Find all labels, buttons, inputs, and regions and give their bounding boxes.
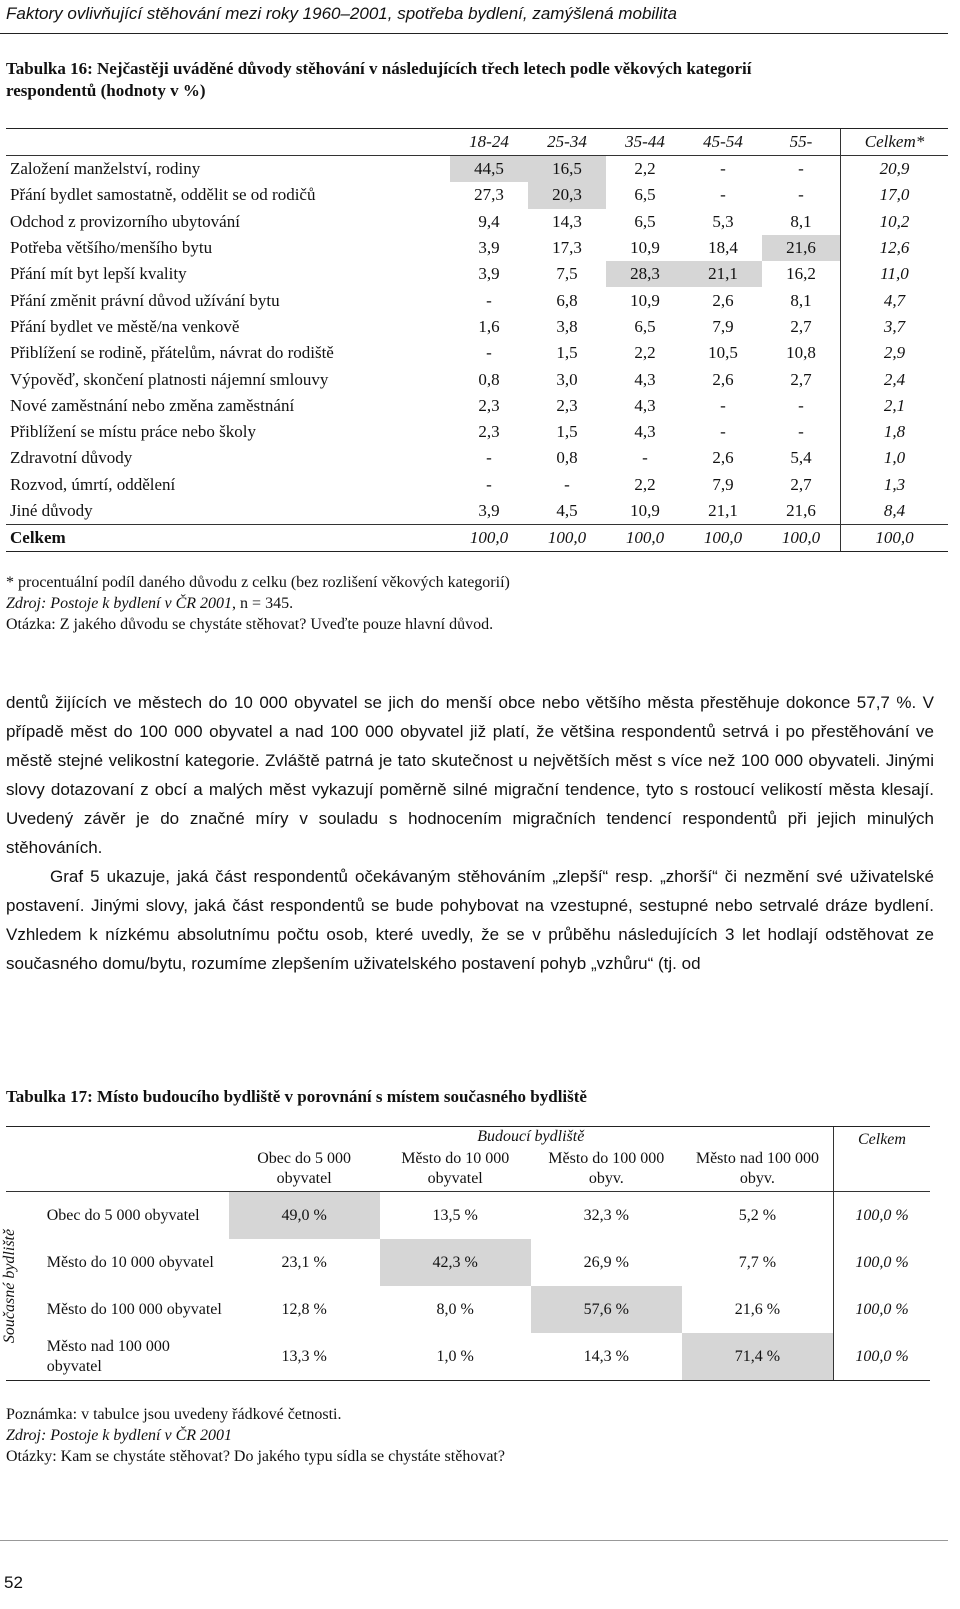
header-rule: [0, 33, 948, 34]
page-number: 52: [4, 1573, 23, 1592]
cell-total: 20,9: [841, 156, 949, 183]
cell-value: 10,8: [786, 343, 816, 363]
cell-value: 2,3: [556, 395, 578, 415]
table-row: [6, 1286, 930, 1333]
table16-header-row: [6, 129, 948, 156]
cell-value: 8,1: [790, 211, 812, 231]
table17: [1, 1126, 930, 1381]
table17-col: Obec do 5 000 obyvatel: [229, 1147, 380, 1192]
table-row: [6, 314, 948, 340]
table-row: [6, 366, 948, 392]
row-label: Přání změnit právní důvod užívání bytu: [10, 290, 280, 310]
row-label: Založení manželství, rodiny: [10, 159, 201, 179]
cell-value: 44,5: [450, 156, 528, 183]
cell-value: 2,6: [712, 290, 734, 310]
cell-value: 2,2: [634, 474, 656, 494]
table-row: [6, 235, 948, 261]
table-row: [6, 182, 948, 208]
cell-value: 12,8 %: [281, 1300, 327, 1318]
row-label: Obec do 5 000 obyvatel: [46, 1206, 200, 1224]
row-label: Město do 100 000 obyvatel: [46, 1300, 222, 1318]
table-row: [6, 156, 948, 183]
cell-value: 14,3: [552, 211, 582, 231]
table16-source-n: , n = 345.: [232, 595, 294, 612]
table-row: [6, 393, 948, 419]
cell-value: 2,7: [790, 474, 812, 494]
table16-col-total: Celkem*: [841, 129, 949, 156]
cell-value: -: [486, 290, 492, 310]
total-value: 100,0: [841, 525, 949, 552]
row-label: Město nad 100 000 obyvatel: [46, 1337, 170, 1375]
table17-group-header: Budoucí bydliště: [477, 1128, 585, 1145]
row-label: Přání mít byt lepší kvality: [10, 264, 187, 284]
table16-source-italic: Zdroj: Postoje k bydlení v ČR 2001: [6, 595, 233, 612]
cell-value: 2,3: [478, 395, 500, 415]
table16: [6, 128, 948, 552]
cell-total: 3,7: [841, 314, 949, 340]
cell-total: 2,4: [841, 366, 949, 392]
table16-corner: [6, 129, 450, 156]
total-value: 100,0: [762, 525, 841, 552]
paragraph: dentů žijících ve městech do 10 000 obyvatel se jich do menší obce nebo většího města přestěhuje dokonce 57,7 %. V případě měst do 100 000 obyvatel a nad 100 000 obyvatel již platí, že většina respondentů setrvá i po přestěhování ve městě stejné velikostní kategorie. Zvláště patrná je tato skutečnost u největších měst s více než 100 000 obyvateli. Jinými slovy dotazovaní z obcí a malých měst vykazují poměrně silné migrační tendence, tyto s rostoucí velikostí města klesají. Uvedený závěr je do značné míry v souladu s hodnocením migračních tendencí respondentů při jejich minulých stěhováních.: [6, 693, 934, 857]
cell-value: 21,6 %: [734, 1300, 781, 1318]
cell-value: 8,1: [790, 290, 812, 310]
row-label: Zdravotní důvody: [10, 448, 133, 468]
cell-value: 26,9 %: [583, 1253, 629, 1271]
table17-caption: Tabulka 17: Místo budoucího bydliště v porovnání s místem současného bydliště: [6, 1087, 587, 1106]
cell-total: 17,0: [841, 182, 949, 208]
cell-total: 2,1: [841, 393, 949, 419]
cell-value: -: [720, 395, 726, 415]
table17-source: Zdroj: Postoje k bydlení v ČR 2001: [6, 1427, 233, 1444]
paragraph: Graf 5 ukazuje, jaká část respondentů očekávaným stěhováním „zlepší“ resp. „zhorší“ či nezmění své uživatelské postavení. Jinými slovy, jaká část respondentů se bude pohybovat na vzestupné, sestupné nebo setrvalé dráze bydlení. Vzhledem k nízkému absolutnímu počtu osob, které uvedly, že se v průběhu následujících 3 let hodlají odstěhovat ze současného domu/bytu, rozumíme zlepšením uživatelského postavení pohyb „vzhůru“ (tj. od: [6, 867, 934, 973]
cell-total: 4,7: [841, 287, 949, 313]
cell-value: 16,2: [786, 264, 816, 284]
row-label: Přiblížení se místu práce nebo školy: [10, 422, 256, 442]
table17-notes: [6, 1404, 505, 1467]
cell-value: 1,5: [556, 343, 578, 363]
cell-value: 4,3: [634, 395, 656, 415]
table17-corner2: [6, 1147, 229, 1192]
cell-total: 10,2: [841, 209, 949, 235]
cell-value: 3,9: [478, 264, 500, 284]
table17-header-row: [6, 1147, 930, 1192]
cell-total: 12,6: [841, 235, 949, 261]
cell-value: -: [798, 422, 804, 442]
table16-caption-line2: respondentů (hodnoty v %): [6, 81, 206, 100]
cell-value: -: [798, 395, 804, 415]
table16-note: * procentuální podíl daného důvodu z celku (bez rozlišení věkových kategorií): [6, 574, 510, 591]
table-row: [6, 445, 948, 471]
row-label: Přání bydlet ve městě/na venkově: [10, 316, 240, 336]
row-label: Nové zaměstnání nebo změna zaměstnání: [10, 395, 295, 415]
side-header: [1, 1192, 43, 1381]
table17-col: Město do 10 000 obyvatel: [380, 1147, 531, 1192]
table17-col-total: Celkem: [833, 1127, 930, 1192]
table16-source: [6, 593, 510, 614]
row-label: Výpověď, skončení platnosti nájemní smlouvy: [10, 369, 329, 389]
total-value: 100,0: [684, 525, 762, 552]
row-label: Město do 10 000 obyvatel: [46, 1253, 214, 1271]
cell-value: 21,6: [786, 501, 816, 520]
cell-value: 6,8: [556, 290, 578, 310]
cell-value: 5,2 %: [738, 1206, 777, 1224]
cell-value: 57,6 %: [531, 1286, 682, 1333]
cell-value: 13,3 %: [281, 1347, 327, 1365]
cell-total: 2,9: [841, 340, 949, 366]
cell-value: 5,3: [712, 211, 734, 231]
total-value: 100,0: [528, 525, 606, 552]
table-row: [6, 419, 948, 445]
table17-corner: [6, 1127, 229, 1147]
cell-total: 100,0 %: [833, 1239, 930, 1286]
cell-value: -: [720, 159, 726, 179]
table17-note: Poznámka: v tabulce jsou uvedeny řádkové četnosti.: [6, 1406, 342, 1423]
cell-value: 10,9: [630, 501, 660, 520]
table16-col: 18-24: [450, 129, 528, 156]
cell-value: 28,3: [606, 261, 684, 287]
cell-value: 3,9: [478, 238, 500, 258]
table-row: [6, 472, 948, 498]
row-label: Přání bydlet samostatně, oddělit se od rodičů: [10, 185, 316, 205]
cell-value: 8,0 %: [436, 1300, 474, 1318]
cell-value: 3,0: [556, 369, 578, 389]
table17-questions: Otázky: Kam se chystáte stěhovat? Do jakého typu sídla se chystáte stěhovat?: [6, 1448, 505, 1465]
cell-value: 4,5: [556, 501, 578, 520]
table17-col: Město nad 100 000 obyv.: [682, 1147, 834, 1192]
cell-value: -: [486, 448, 492, 468]
cell-value: 42,3 %: [380, 1239, 531, 1286]
cell-value: 16,5: [528, 156, 606, 183]
table16-col: 35-44: [606, 129, 684, 156]
table-row: [6, 261, 948, 287]
table17-group-row: [6, 1127, 930, 1147]
cell-value: 10,9: [630, 238, 660, 258]
cell-value: 14,3 %: [583, 1347, 629, 1365]
cell-value: 5,4: [790, 448, 812, 468]
cell-value: 4,3: [634, 422, 656, 442]
cell-value: 1,0 %: [436, 1347, 474, 1365]
cell-value: 7,9: [712, 474, 734, 494]
row-label: Jiné důvody: [10, 501, 93, 520]
cell-value: 21,1: [708, 501, 738, 520]
table16-question: Otázka: Z jakého důvodu se chystáte stěhovat? Uveďte pouze hlavní důvod.: [6, 616, 494, 633]
cell-value: 21,6: [762, 235, 841, 261]
cell-value: 17,3: [552, 238, 582, 258]
cell-value: -: [720, 185, 726, 205]
cell-value: 0,8: [478, 369, 500, 389]
cell-total: 1,8: [841, 419, 949, 445]
cell-value: 2,3: [478, 422, 500, 442]
cell-value: 9,4: [478, 211, 500, 231]
table-row: [6, 209, 948, 235]
cell-value: 21,1: [684, 261, 762, 287]
cell-value: 0,8: [556, 448, 578, 468]
table16-notes: [6, 572, 510, 635]
cell-value: 2,7: [790, 316, 812, 336]
cell-total: 100,0 %: [833, 1333, 930, 1380]
table16-col: 45-54: [684, 129, 762, 156]
cell-total: 8,4: [841, 498, 949, 525]
cell-total: 100,0 %: [833, 1192, 930, 1240]
cell-value: 1,5: [556, 422, 578, 442]
cell-value: 10,5: [708, 343, 738, 363]
cell-value: 18,4: [708, 238, 738, 258]
cell-value: 49,0 %: [229, 1192, 380, 1240]
row-label: Odchod z provizorního ubytování: [10, 211, 240, 231]
cell-value: 32,3 %: [583, 1206, 629, 1224]
table-row: [6, 1239, 930, 1286]
table-row: [6, 1333, 930, 1380]
body-text: [6, 688, 934, 978]
cell-value: 3,9: [478, 501, 500, 520]
table16-col: 25-34: [528, 129, 606, 156]
table16-caption: [6, 58, 752, 102]
footer-rule: [0, 1540, 948, 1541]
cell-total: 1,3: [841, 472, 949, 498]
table-row: [6, 340, 948, 366]
cell-value: 4,3: [634, 369, 656, 389]
cell-value: 71,4 %: [682, 1333, 834, 1380]
cell-value: 2,2: [634, 343, 656, 363]
cell-value: 10,9: [630, 290, 660, 310]
total-value: 100,0: [450, 525, 528, 552]
cell-value: 2,7: [790, 369, 812, 389]
cell-value: 6,5: [634, 185, 656, 205]
total-label: Celkem: [6, 525, 450, 552]
table-row: [6, 287, 948, 313]
cell-value: 7,9: [712, 316, 734, 336]
cell-total: 100,0 %: [833, 1286, 930, 1333]
cell-value: -: [720, 422, 726, 442]
cell-value: -: [486, 343, 492, 363]
table16-col: 55-: [762, 129, 841, 156]
cell-value: 20,3: [528, 182, 606, 208]
table16-caption-line1: Tabulka 16: Nejčastěji uváděné důvody stěhování v následujících třech letech podle věkových kategorií: [6, 59, 752, 78]
cell-value: 7,5: [556, 264, 578, 284]
cell-value: -: [798, 159, 804, 179]
running-header: Faktory ovlivňující stěhování mezi roky 1960–2001, spotřeba bydlení, zamýšlená mobilita: [6, 4, 677, 23]
cell-value: 6,5: [634, 316, 656, 336]
table-row: [6, 1192, 930, 1240]
row-label: Potřeba většího/menšího bytu: [10, 238, 213, 258]
cell-value: 2,6: [712, 448, 734, 468]
table-row: [6, 498, 948, 525]
total-value: 100,0: [606, 525, 684, 552]
row-label: Přiblížení se rodině, přátelům, návrat do rodiště: [10, 343, 334, 363]
cell-value: 2,2: [634, 159, 656, 179]
table17-col: Město do 100 000 obyv.: [531, 1147, 682, 1192]
table-total-row: [6, 525, 948, 552]
cell-value: 3,8: [556, 316, 578, 336]
cell-total: 1,0: [841, 445, 949, 471]
cell-value: 2,6: [712, 369, 734, 389]
cell-value: 27,3: [474, 185, 504, 205]
cell-value: 7,7 %: [738, 1253, 777, 1271]
cell-value: -: [798, 185, 804, 205]
cell-value: -: [642, 448, 648, 468]
row-label: Rozvod, úmrtí, oddělení: [10, 474, 176, 494]
cell-value: -: [486, 474, 492, 494]
cell-value: -: [564, 474, 570, 494]
cell-value: 23,1 %: [281, 1253, 327, 1271]
cell-value: 1,6: [478, 316, 500, 336]
side-header-label: Současné bydliště: [1, 1228, 18, 1344]
cell-total: 11,0: [841, 261, 949, 287]
cell-value: 6,5: [634, 211, 656, 231]
cell-value: 13,5 %: [432, 1206, 478, 1224]
